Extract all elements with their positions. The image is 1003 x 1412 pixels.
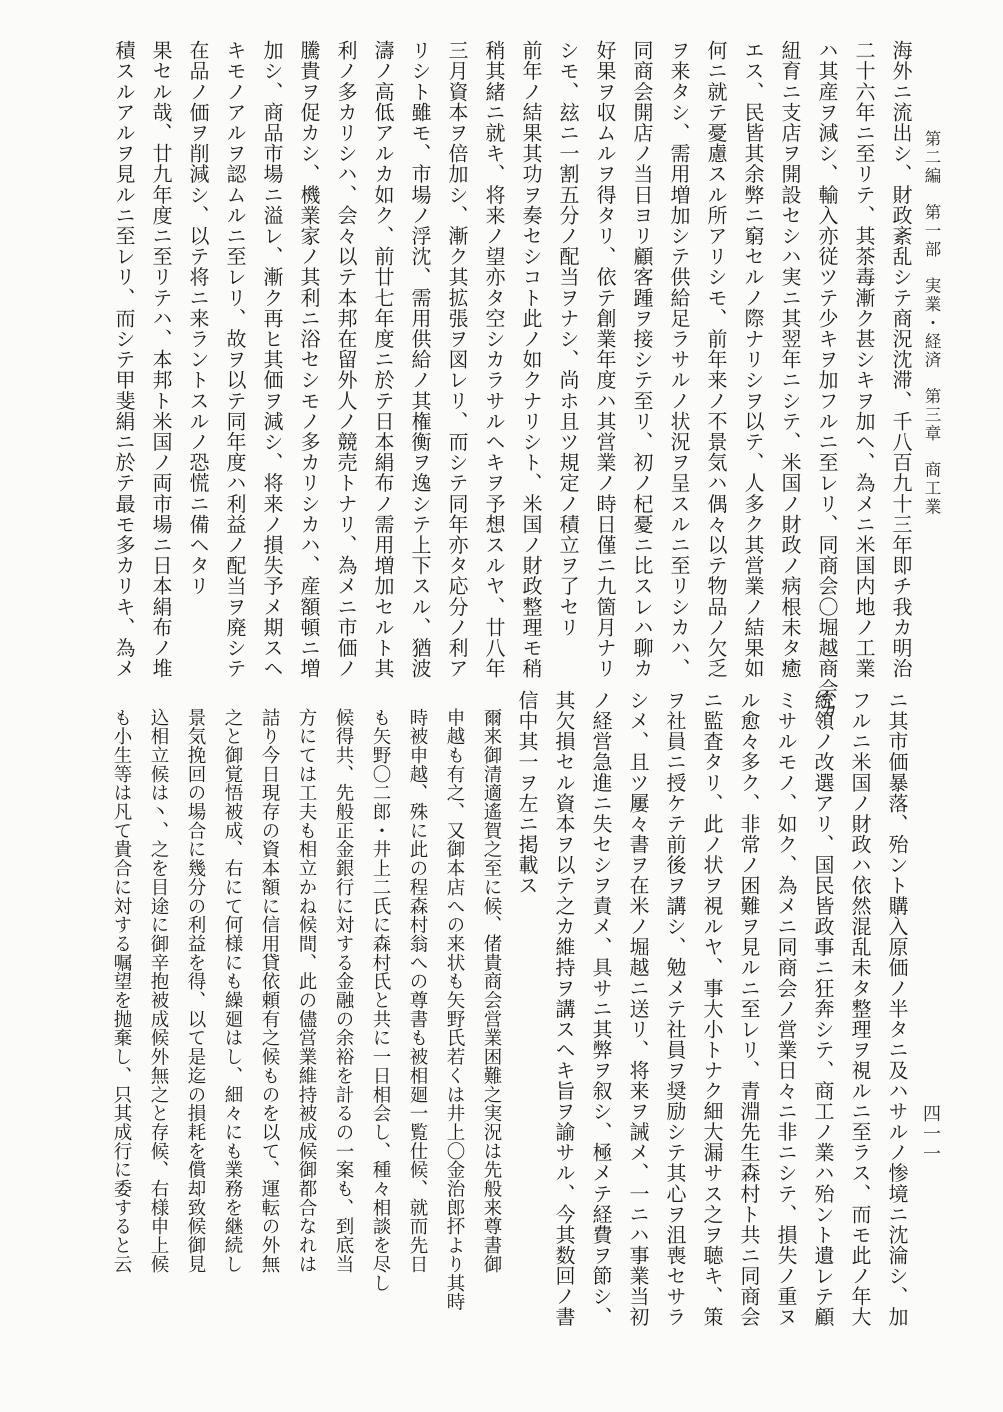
text-column: シメ、且ツ屢々書ヲ在米ノ堀越ニ送リ、将来ヲ誡メ、一ニハ事業当初 xyxy=(626,690,650,1328)
text-column: リシト雖モ、市場ノ浮沈、需用供給ノ其権衡ヲ逸シテ上下スル、猶波 xyxy=(408,40,432,679)
text-column: ル愈々多ク、非常ノ困難ヲ見ルニ至レリ、青淵先生森村ト共ニ同商会 xyxy=(737,690,761,1328)
text-column: も小生等は凡て貴合に対する嘱望を抛棄し、只其成行に委すると云 xyxy=(111,708,132,1274)
text-column: 積スルアルヲ見ルニ至レリ、而シテ甲斐絹ニ於テ最モ多カリキ、為メ xyxy=(112,40,136,679)
text-column: 三月資本ヲ倍加シ、漸ク其拡張ヲ図レリ、而シテ同年亦タ応分ノ利ア xyxy=(445,40,469,679)
text-column: ニ監査タリ、此ノ状ヲ視ルヤ、事大小トナク細大漏サス之ヲ聴キ、策 xyxy=(700,690,724,1328)
text-column: 時被申越、殊に此の程森村翁への尊書も被相廻一覧仕候、就而先日 xyxy=(407,708,428,1274)
page-number: 四一一 xyxy=(920,1104,941,1164)
text-column: 景気挽回の場合に幾分の利益を得、以て是迄の損耗を償却致候御見 xyxy=(185,708,206,1274)
text-column: 好果ヲ収ムルヲ得タリ、依テ創業年度ハ其営業ノ時日僅ニ九箇月ナリ xyxy=(593,40,617,679)
text-column: 候得共、先般正金銀行に対する金融の余裕を計るの一案も、到底当 xyxy=(333,708,354,1274)
text-column: 稍其緒ニ就キ、将来ノ望亦タ空シカラサルヘキヲ予想スルヤ、廿八年 xyxy=(482,40,506,679)
text-column: 爾来御清適遙賀之至に候、偖貴商会営業困難之実況は先般来尊書御 xyxy=(481,708,502,1274)
text-column: 込相立候は丶、之を目途に御辛抱被成候外無之と存候、右様申上候 xyxy=(148,708,169,1274)
text-column: 統領ノ改選アリ、国民皆政事ニ狂奔シテ、商工ノ業ハ殆ント遺レテ顧 xyxy=(811,690,835,1328)
text-column: シモ、玆ニ一割五分ノ配当ヲナシ、尚ホ且ツ規定ノ積立ヲ了セリ xyxy=(556,40,580,638)
text-column: 紐育ニ支店ヲ開設セシハ実ニ其翌年ニシテ、米国ノ財政ノ病根未タ癒 xyxy=(778,40,802,679)
text-column: 果セル哉、廿九年度ニ至リテハ、本邦ト米国ノ両市場ニ日本絹布ノ堆 xyxy=(149,40,173,679)
text-column: も矢野〇二郎・井上二氏に森村氏と共に一日相会し、種々相談を尽し xyxy=(370,708,391,1293)
text-column: 前年ノ結果其功ヲ奏セシコト此ノ如クナリシト、米国ノ財政整理モ稍 xyxy=(519,40,543,679)
text-column: 信中其一ヲ左ニ掲載ス xyxy=(515,690,539,896)
running-head: 第二編 第一部 実業・経済 第三章 商工業 xyxy=(922,130,941,517)
text-column: 騰貴ヲ促カシ、機業家ノ其利ニ浴セシモノ多カリシカハ、産額頓ニ増 xyxy=(297,40,321,679)
text-column: 申越も有之、又御本店への来状も矢野氏若くは井上〇金治郎抔より其時 xyxy=(444,708,465,1312)
text-column: 在品ノ価ヲ削減シ、以テ将ニ来ラントスルノ恐慌ニ備ヘタリ xyxy=(186,40,210,597)
text-column: 海外ニ流出シ、財政紊乱シテ商況沈滞、千八百九十三年即チ我カ明治 xyxy=(889,40,913,679)
text-column: 濤ノ高低アルカ如ク、前廿七年度ニ於テ日本絹布ノ需用増加セルト其 xyxy=(371,40,395,679)
text-column: ミサルモノ、如ク、為メニ同商会ノ営業日々ニ非ニシテ、損失ノ重ヌ xyxy=(774,690,798,1328)
text-column: 其欠損セル資本ヲ以テ之カ維持ヲ講スヘキ旨ヲ諭サル、今其数回ノ書 xyxy=(552,690,576,1328)
text-column: 利ノ多カリシハ、会々以テ本邦在留外人ノ競売トナリ、為メニ市価ノ xyxy=(334,40,358,679)
text-column: ヲ来タシ、需用増加シテ供給足ラサルノ状況ヲ呈スルニ至リシカハ、 xyxy=(667,40,691,679)
text-column: フルニ米国ノ財政ハ依然混乱未タ整理ヲ視ルニ至ラス、而モ此ノ年大 xyxy=(848,690,872,1328)
text-column: 之と御覚悟被成、右にて何様にも繰廻はし、細々にも業務を継続し xyxy=(222,708,243,1274)
text-column: 方にては工夫も相立かね候間、此の儘営業維持被成候御都合なれは xyxy=(296,708,317,1274)
text-column: ニ其市価暴落、殆ント購入原価ノ半タニ及ハサルノ惨境ニ沈淪シ、加 xyxy=(885,690,909,1328)
text-column: キモノアルヲ認ムルニ至レリ、故ヲ以テ同年度ハ利益ノ配当ヲ廃シテ xyxy=(223,40,247,679)
text-column: エス、民皆其余弊ニ窮セルノ際ナリシヲ以テ、人多ク其営業ノ結果如 xyxy=(741,40,765,679)
text-column: ノ経営急進ニ失セシヲ責メ、具サニ其弊ヲ叙シ、極メテ経費ヲ節シ、 xyxy=(589,690,613,1328)
text-column: 詰り今日現存の資本額に信用貸依頼有之候ものを以て、運転の外無 xyxy=(259,708,280,1274)
text-column: 何ニ就テ憂慮スル所アリシモ、前年来ノ不景気ハ偶々以テ物品ノ欠乏 xyxy=(704,40,728,679)
text-column: 加シ、商品市場ニ溢レ、漸ク再ヒ其価ヲ減シ、将来ノ損失予メ期スヘ xyxy=(260,40,284,679)
text-column: ヲ社員ニ授ケテ前後ヲ講シ、勉メテ社員ヲ奨励シテ其心ヲ沮喪セサラ xyxy=(663,690,687,1328)
text-column: ハ其産ヲ減シ、輸入亦従ツテ少キヲ加フルニ至レリ、同商会〇堀越商会カ xyxy=(815,40,839,720)
text-column: 同商会開店ノ当日ヨリ顧客踵ヲ接シテ至リ、初ノ杞憂ニ比スレハ聊カ xyxy=(630,40,654,679)
text-column: 二十六年ニ至リテ、其茶毒漸ク甚シキヲ加ヘ、為メニ米国内地ノ工業 xyxy=(852,40,876,679)
